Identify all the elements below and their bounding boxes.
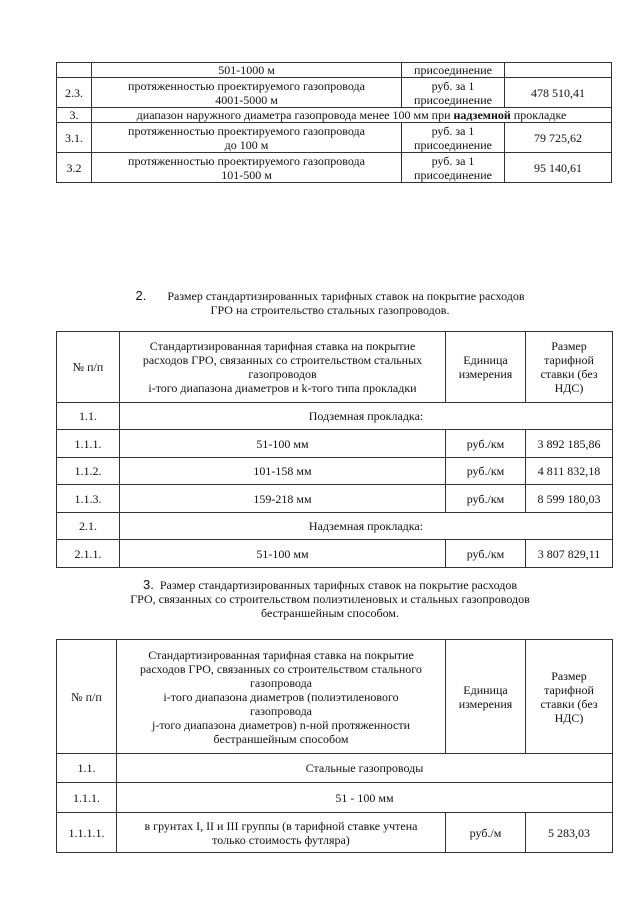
header-description: Стандартизированная тарифная ставка на покрытие расходов ГРО, связанных со строительством стального газопровода i-того диапазона диаметров (полиэтиленового газопровода j-того диапазона диаметров) n-ной протяженности бестраншейным способом	[117, 640, 446, 754]
section-title-line: ГРО, связанных со строительством полиэтиленовых и стальных газопроводов	[130, 592, 530, 606]
tariff-table-continuation	[56, 62, 612, 183]
row-description: протяженностью проектируемого газопровода 4001-5000 м	[92, 78, 402, 108]
table-group-row	[57, 754, 613, 783]
row-number: 1.1.1.	[57, 430, 120, 458]
table-group-row	[57, 513, 613, 540]
section-2-heading	[60, 289, 600, 317]
table-row	[57, 108, 612, 123]
table-row	[57, 540, 613, 568]
table-row	[57, 78, 612, 108]
row-value: 4 811 832,18	[526, 458, 613, 485]
row-unit: руб./м	[446, 813, 526, 853]
table-group-row	[57, 783, 613, 813]
table-header-row	[57, 332, 613, 403]
row-unit: руб. за 1 присоединение	[402, 153, 505, 183]
row-number: 3.2	[57, 153, 92, 183]
row-number: 2.1.	[57, 513, 120, 540]
row-group-label: диапазон наружного диаметра газопровода менее 100 мм при надземной прокладке	[92, 108, 612, 123]
header-rate: Размер тарифной ставки (без НДС)	[526, 332, 613, 403]
table-row	[57, 63, 612, 78]
row-description: 501-1000 м	[92, 63, 402, 78]
row-number: 3.1.	[57, 123, 92, 153]
section-title-line: Размер стандартизированных тарифных ставок на покрытие расходов	[167, 289, 525, 303]
row-number: 1.1.1.	[57, 783, 117, 813]
row-number: 3.	[57, 108, 92, 123]
table-row	[57, 430, 613, 458]
row-description: 101-158 мм	[120, 458, 446, 485]
row-unit: руб./км	[446, 485, 526, 513]
table-row	[57, 123, 612, 153]
table-row	[57, 153, 612, 183]
row-value: 478 510,41	[505, 78, 612, 108]
table-header-row	[57, 640, 613, 754]
row-number: 2.3.	[57, 78, 92, 108]
table-row	[57, 458, 613, 485]
table-row	[57, 485, 613, 513]
section-title-line: ГРО на строительство стальных газопроводов.	[210, 303, 450, 317]
row-unit: руб./км	[446, 540, 526, 568]
section-title-line: Размер стандартизированных тарифных ставок на покрытие расходов	[159, 578, 517, 592]
row-number	[57, 63, 92, 78]
row-unit: руб. за 1 присоединение	[402, 123, 505, 153]
row-value: 3 807 829,11	[526, 540, 613, 568]
table-group-row	[57, 403, 613, 430]
trenchless-rates-table	[56, 639, 613, 853]
header-rate: Размер тарифной ставки (без НДС)	[526, 640, 613, 754]
row-value: 8 599 180,03	[526, 485, 613, 513]
row-description: в грунтах I, II и III группы (в тарифной ставке учтена только стоимость футляра)	[117, 813, 446, 853]
row-group-label: 51 - 100 мм	[117, 783, 613, 813]
section-number: 2.	[135, 288, 147, 303]
section-number: 3.	[142, 577, 154, 592]
header-number: № п/п	[57, 640, 117, 754]
row-value: 5 283,03	[526, 813, 613, 853]
row-number: 1.1.2.	[57, 458, 120, 485]
section-3-heading	[60, 578, 600, 620]
row-unit: руб./км	[446, 430, 526, 458]
row-number: 1.1.1.1.	[57, 813, 117, 853]
row-number: 2.1.1.	[57, 540, 120, 568]
row-group-label: Надземная прокладка:	[120, 513, 613, 540]
row-group-label: Подземная прокладка:	[120, 403, 613, 430]
row-description: 51-100 мм	[120, 540, 446, 568]
header-number: № п/п	[57, 332, 120, 403]
row-unit: присоединение	[402, 63, 505, 78]
row-value	[505, 63, 612, 78]
row-value: 79 725,62	[505, 123, 612, 153]
row-value: 95 140,61	[505, 153, 612, 183]
row-unit: руб./км	[446, 458, 526, 485]
row-description: 159-218 мм	[120, 485, 446, 513]
row-value: 3 892 185,86	[526, 430, 613, 458]
row-description: 51-100 мм	[120, 430, 446, 458]
row-number: 1.1.	[57, 403, 120, 430]
row-description: протяженностью проектируемого газопровода до 100 м	[92, 123, 402, 153]
header-unit: Единица измерения	[446, 640, 526, 754]
steel-pipeline-rates-table	[56, 331, 613, 568]
header-description: Стандартизированная тарифная ставка на покрытие расходов ГРО, связанных со строительством стальных газопроводов i-того диапазона диаметров и k-того типа прокладки	[120, 332, 446, 403]
row-number: 1.1.3.	[57, 485, 120, 513]
header-unit: Единица измерения	[446, 332, 526, 403]
row-group-label: Стальные газопроводы	[117, 754, 613, 783]
row-number: 1.1.	[57, 754, 117, 783]
row-description: протяженностью проектируемого газопровода 101-500 м	[92, 153, 402, 183]
row-unit: руб. за 1 присоединение	[402, 78, 505, 108]
table-row	[57, 813, 613, 853]
section-title-line: бестраншейным способом.	[261, 606, 399, 620]
